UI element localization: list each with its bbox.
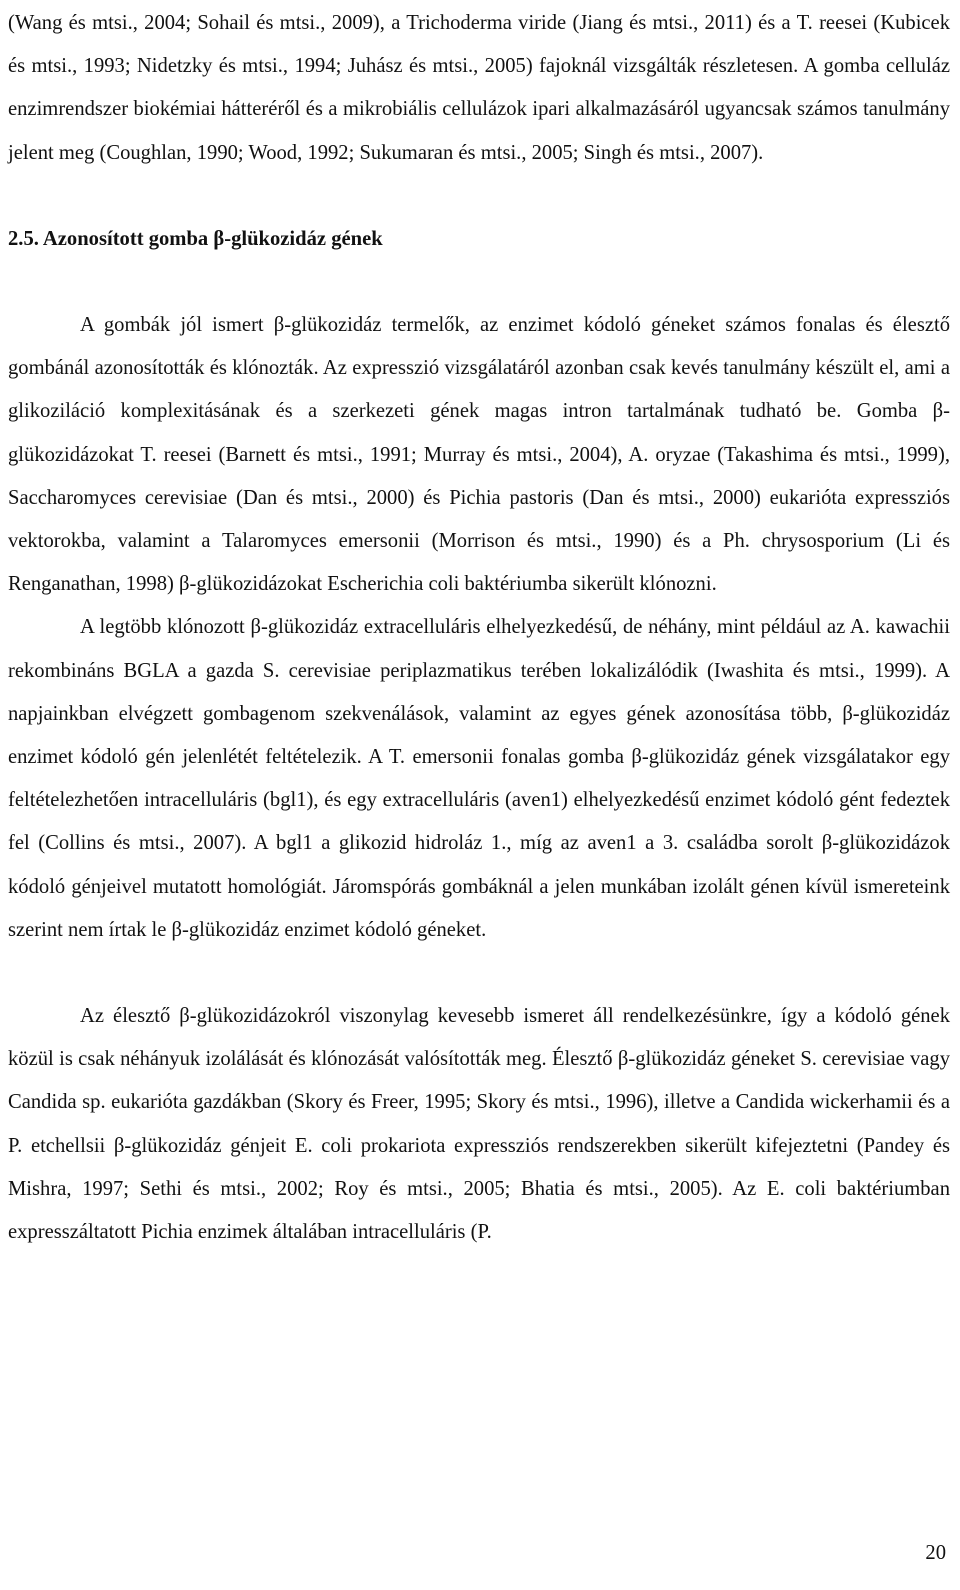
body-paragraph-2: A legtöbb klónozott β-glükozidáz extracelluláris elhelyezkedésű, de néhány, mint például az A. kawachii rekombináns BGLA a gazda S. cerevisiae periplazmatikus terében lokalizálódik (Iwashita és mtsi., 1999). A napjainkban elvégzett gombagenom szekvenálások, valamint az egyes gének azonosítása több, β-glükozidáz enzimet kódoló gén jelenlétét feltételezik. A T. emersonii fonalas gomba β-glükozidáz gének vizsgálatakor egy feltételezhetően intracelluláris (bgl1), és egy extracelluláris (aven1) elhelyezkedésű enzimet kódoló gént fedeztek fel (Collins és mtsi., 2007). A bgl1 a glikozid hidroláz 1., míg az aven1 a 3. családba sorolt β-glükozidázok kódoló génjeivel mutatott homológiát. Járomspórás gombáknál a jelen munkában izolált génen kívül ismereteink szerint nem írtak le β-glükozidáz enzimet kódoló géneket. — [8, 616, 950, 941]
section-heading: 2.5. Azonosított gomba β-glükozidáz gének — [8, 227, 383, 250]
page-number: 20 — [925, 1542, 946, 1564]
intro-paragraph: (Wang és mtsi., 2004; Sohail és mtsi., 2009), a Trichoderma viride (Jiang és mtsi., 2011) és a T. reesei (Kubicek és mtsi., 1993; Nidetzky és mtsi., 1994; Juhász és mtsi., 2005) fajoknál vizsgálták részletesen. A gomba celluláz enzimrendszer biokémiai hátteréről és a mikrobiális cellulázok ipari alkalmazásáról ugyancsak számos tanulmány jelent meg (Coughlan, 1990; Wood, 1992; Sukumaran és mtsi., 2005; Singh és mtsi., 2007). — [8, 12, 950, 164]
body-paragraph-1: A gombák jól ismert β-glükozidáz termelők, az enzimet kódoló géneket számos fonalas és élesztő gombánál azonosították és klónozták. Az expresszió vizsgálatáról azonban csak kevés tanulmány készült el, ami a glikoziláció komplexitásának és a szerkezeti gének magas intron tartalmának tudható be. Gomba β-glükozidázokat T. reesei (Barnett és mtsi., 1991; Murray és mtsi., 2004), A. oryzae (Takashima és mtsi., 1999), Saccharomyces cerevisiae (Dan és mtsi., 2000) és Pichia pastoris (Dan és mtsi., 2000) eukarióta expressziós vektorokba, valamint a Talaromyces emersonii (Morrison és mtsi., 1990) és a Ph. chrysosporium (Li és Renganathan, 1998) β-glükozidázokat Escherichia coli baktériumba sikerült klónozni. — [8, 314, 950, 596]
document-page — [8, 0, 950, 1254]
body-paragraph-3: Az élesztő β-glükozidázokról viszonylag kevesebb ismeret áll rendelkezésünkre, így a kódoló gének közül is csak néhányuk izolálását és klónozását valósították meg. Élesztő β-glükozidáz géneket S. cerevisiae vagy Candida sp. eukarióta gazdákban (Skory és Freer, 1995; Skory és mtsi., 1996), illetve a Candida wickerhamii és a P. etchellsii β-glükozidáz génjeit E. coli prokariota expressziós rendszerekben sikerült kifejeztetni (Pandey és Mishra, 1997; Sethi és mtsi., 2002; Roy és mtsi., 2005; Bhatia és mtsi., 2005). Az E. coli baktériumban expresszáltatott Pichia enzimek általában intracelluláris (P. — [8, 1005, 950, 1244]
